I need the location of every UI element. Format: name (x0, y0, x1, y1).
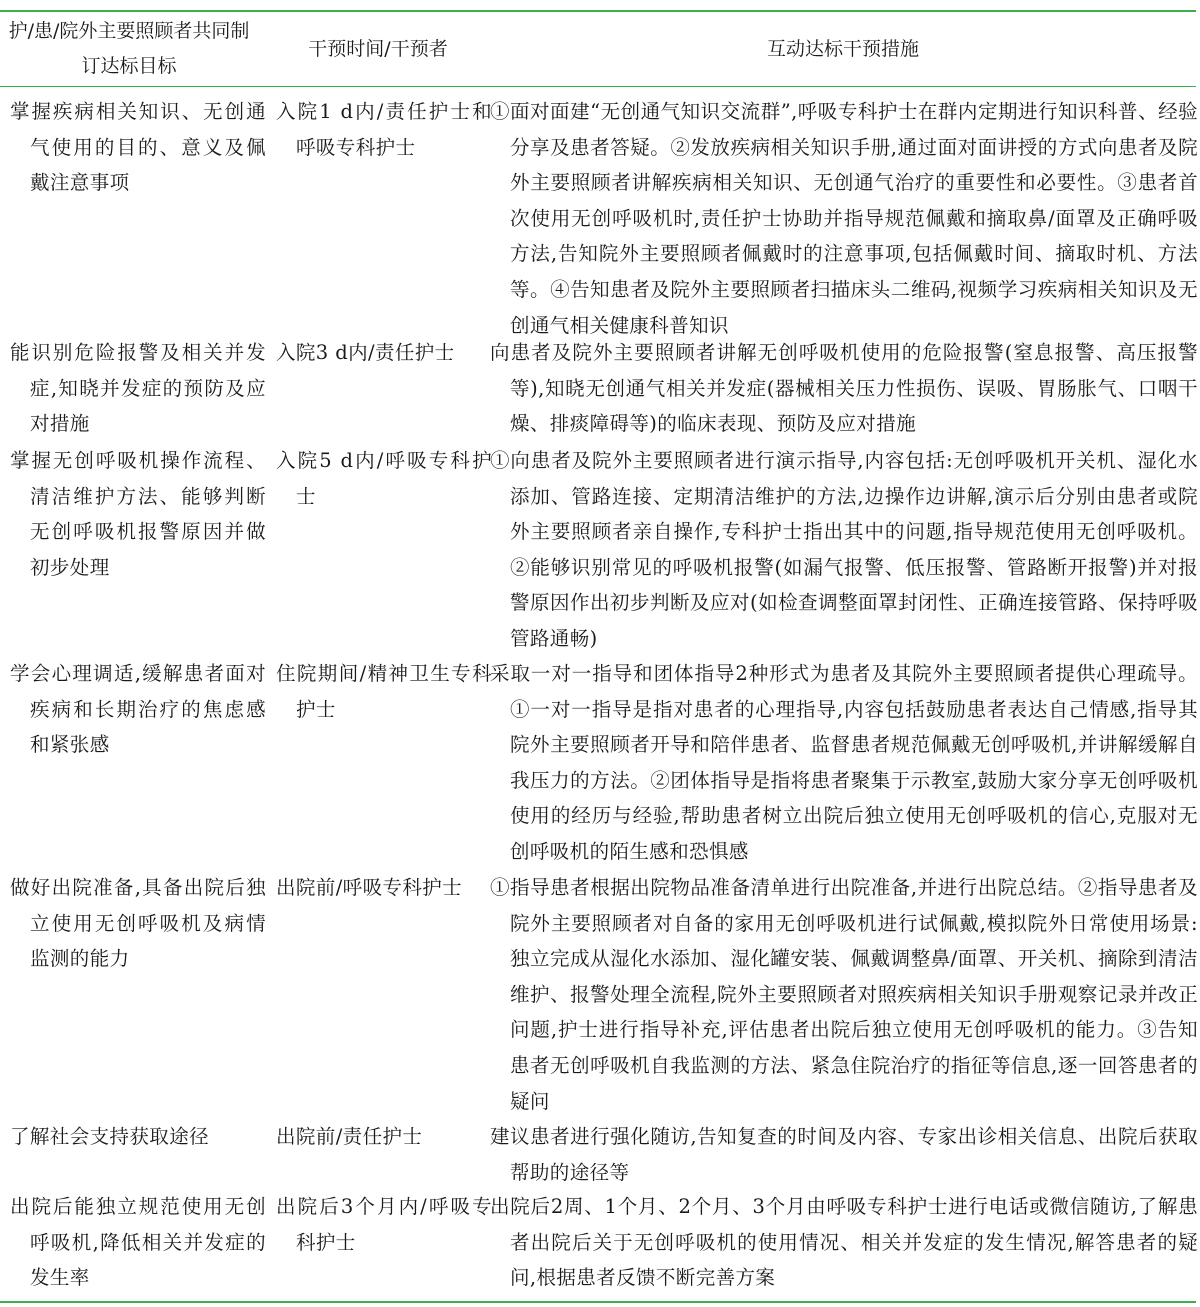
row-goal: 学会心理调适,缓解患者面对疾病和长期治疗的焦虑感和紧张感 (10, 662, 266, 757)
row-goal: 能识别危险报警及相关并发症,知晓并发症的预防及应对措施 (10, 341, 266, 436)
row-goal: 出院后能独立规范使用无创呼吸机,降低相关并发症的发生率 (10, 1195, 266, 1290)
row-measures: ①指导患者根据出院物品准备清单进行出院准备,并进行出院总结。②指导患者及院外主要照顾者对自备的家用无创呼吸机进行试佩戴,模拟院外日常使用场景:独立完成从湿化水添加、湿化罐安装、佩戴调整鼻/面罩、开关机、摘除到清洁维护、报警处理全流程,院外主要照顾者对照疾病相关知识手册观察记录并改正问题,护士进行指导补充,评估患者出院后独立使用无创呼吸机的能力。③告知患者无创呼吸机自我监测的方法、紧急住院治疗的指征等信息,逐一回答患者的疑问 (490, 876, 1198, 1113)
row-time: 入院1 d内/责任护士和呼吸专科护士 (276, 100, 492, 159)
row-time: 入院5 d内/呼吸专科护士 (276, 449, 492, 508)
table-bottom-rule (0, 1301, 1196, 1303)
column-header-goal: 护/患/院外主要照顾者共同制订达标目标 (8, 20, 250, 77)
row-measures: 采取一对一指导和团体指导2种形式为患者及其院外主要照顾者提供心理疏导。①一对一指导是指对患者的心理指导,内容包括鼓励患者表达自己情感,指导其院外主要照顾者开导和陪伴患者、监督患者规范佩戴无创呼吸机,并讲解缓解自我压力的方法。②团体指导是指将患者聚集于示教室,鼓励大家分享无创呼吸机使用的经历与经验,帮助患者树立出院后独立使用无创呼吸机的信心,克服对无创呼吸机的陌生感和恐惧感 (490, 662, 1198, 863)
row-goal: 掌握无创呼吸机操作流程、清洁维护方法、能够判断无创呼吸机报警原因并做初步处理 (10, 449, 266, 579)
row-goal: 了解社会支持获取途径 (10, 1125, 210, 1148)
row-time: 出院前/呼吸专科护士 (276, 876, 463, 899)
row-measures: 建议患者进行强化随访,告知复查的时间及内容、专家出诊相关信息、出院后获取帮助的途径等 (490, 1125, 1198, 1184)
row-measures: 出院后2周、1个月、2个月、3个月由呼吸专科护士进行电话或微信随访,了解患者出院后关于无创呼吸机的使用情况、相关并发症的发生情况,解答患者的疑问,根据患者反馈不断完善方案 (490, 1195, 1198, 1290)
column-header-measures: 互动达标干预措施 (766, 37, 919, 60)
row-time: 出院前/责任护士 (276, 1125, 423, 1148)
row-time: 入院3 d内/责任护士 (276, 341, 455, 364)
row-measures: ①向患者及院外主要照顾者进行演示指导,内容包括:无创呼吸机开关机、湿化水添加、管路连接、定期清洁维护的方法,边操作边讲解,演示后分别由患者或院外主要照顾者亲自操作,专科护士指出其中的问题,指导规范使用无创呼吸机。②能够识别常见的呼吸机报警(如漏气报警、低压报警、管路断开报警)并对报警原因作出初步判断及应对(如检查调整面罩封闭性、正确连接管路、保持呼吸管路通畅) (490, 449, 1198, 650)
row-goal: 掌握疾病相关知识、无创通气使用的目的、意义及佩戴注意事项 (10, 100, 266, 195)
row-measures: ①面对面建“无创通气知识交流群”,呼吸专科护士在群内定期进行知识科普、经验分享及患者答疑。②发放疾病相关知识手册,通过面对面讲授的方式向患者及院外主要照顾者讲解疾病相关知识、无创通气治疗的重要性和必要性。③患者首次使用无创呼吸机时,责任护士协助并指导规范佩戴和摘取鼻/面罩及正确呼吸方法,告知院外主要照顾者佩戴时的注意事项,包括佩戴时间、摘取时机、方法等。④告知患者及院外主要照顾者扫描床头二维码,视频学习疾病相关知识及无创通气相关健康科普知识 (490, 100, 1198, 337)
row-time: 出院后3个月内/呼吸专科护士 (276, 1195, 492, 1254)
row-time: 住院期间/精神卫生专科护士 (276, 662, 492, 721)
row-goal: 做好出院准备,具备出院后独立使用无创呼吸机及病情监测的能力 (10, 876, 266, 971)
table-header-rule (0, 86, 1196, 87)
column-header-time: 干预时间/干预者 (308, 37, 448, 60)
row-measures: 向患者及院外主要照顾者讲解无创呼吸机使用的危险报警(窒息报警、高压报警等),知晓无创通气相关并发症(器械相关压力性损伤、误吸、胃肠胀气、口咽干燥、排痰障碍等)的临床表现、预防及应对措施 (490, 341, 1198, 436)
